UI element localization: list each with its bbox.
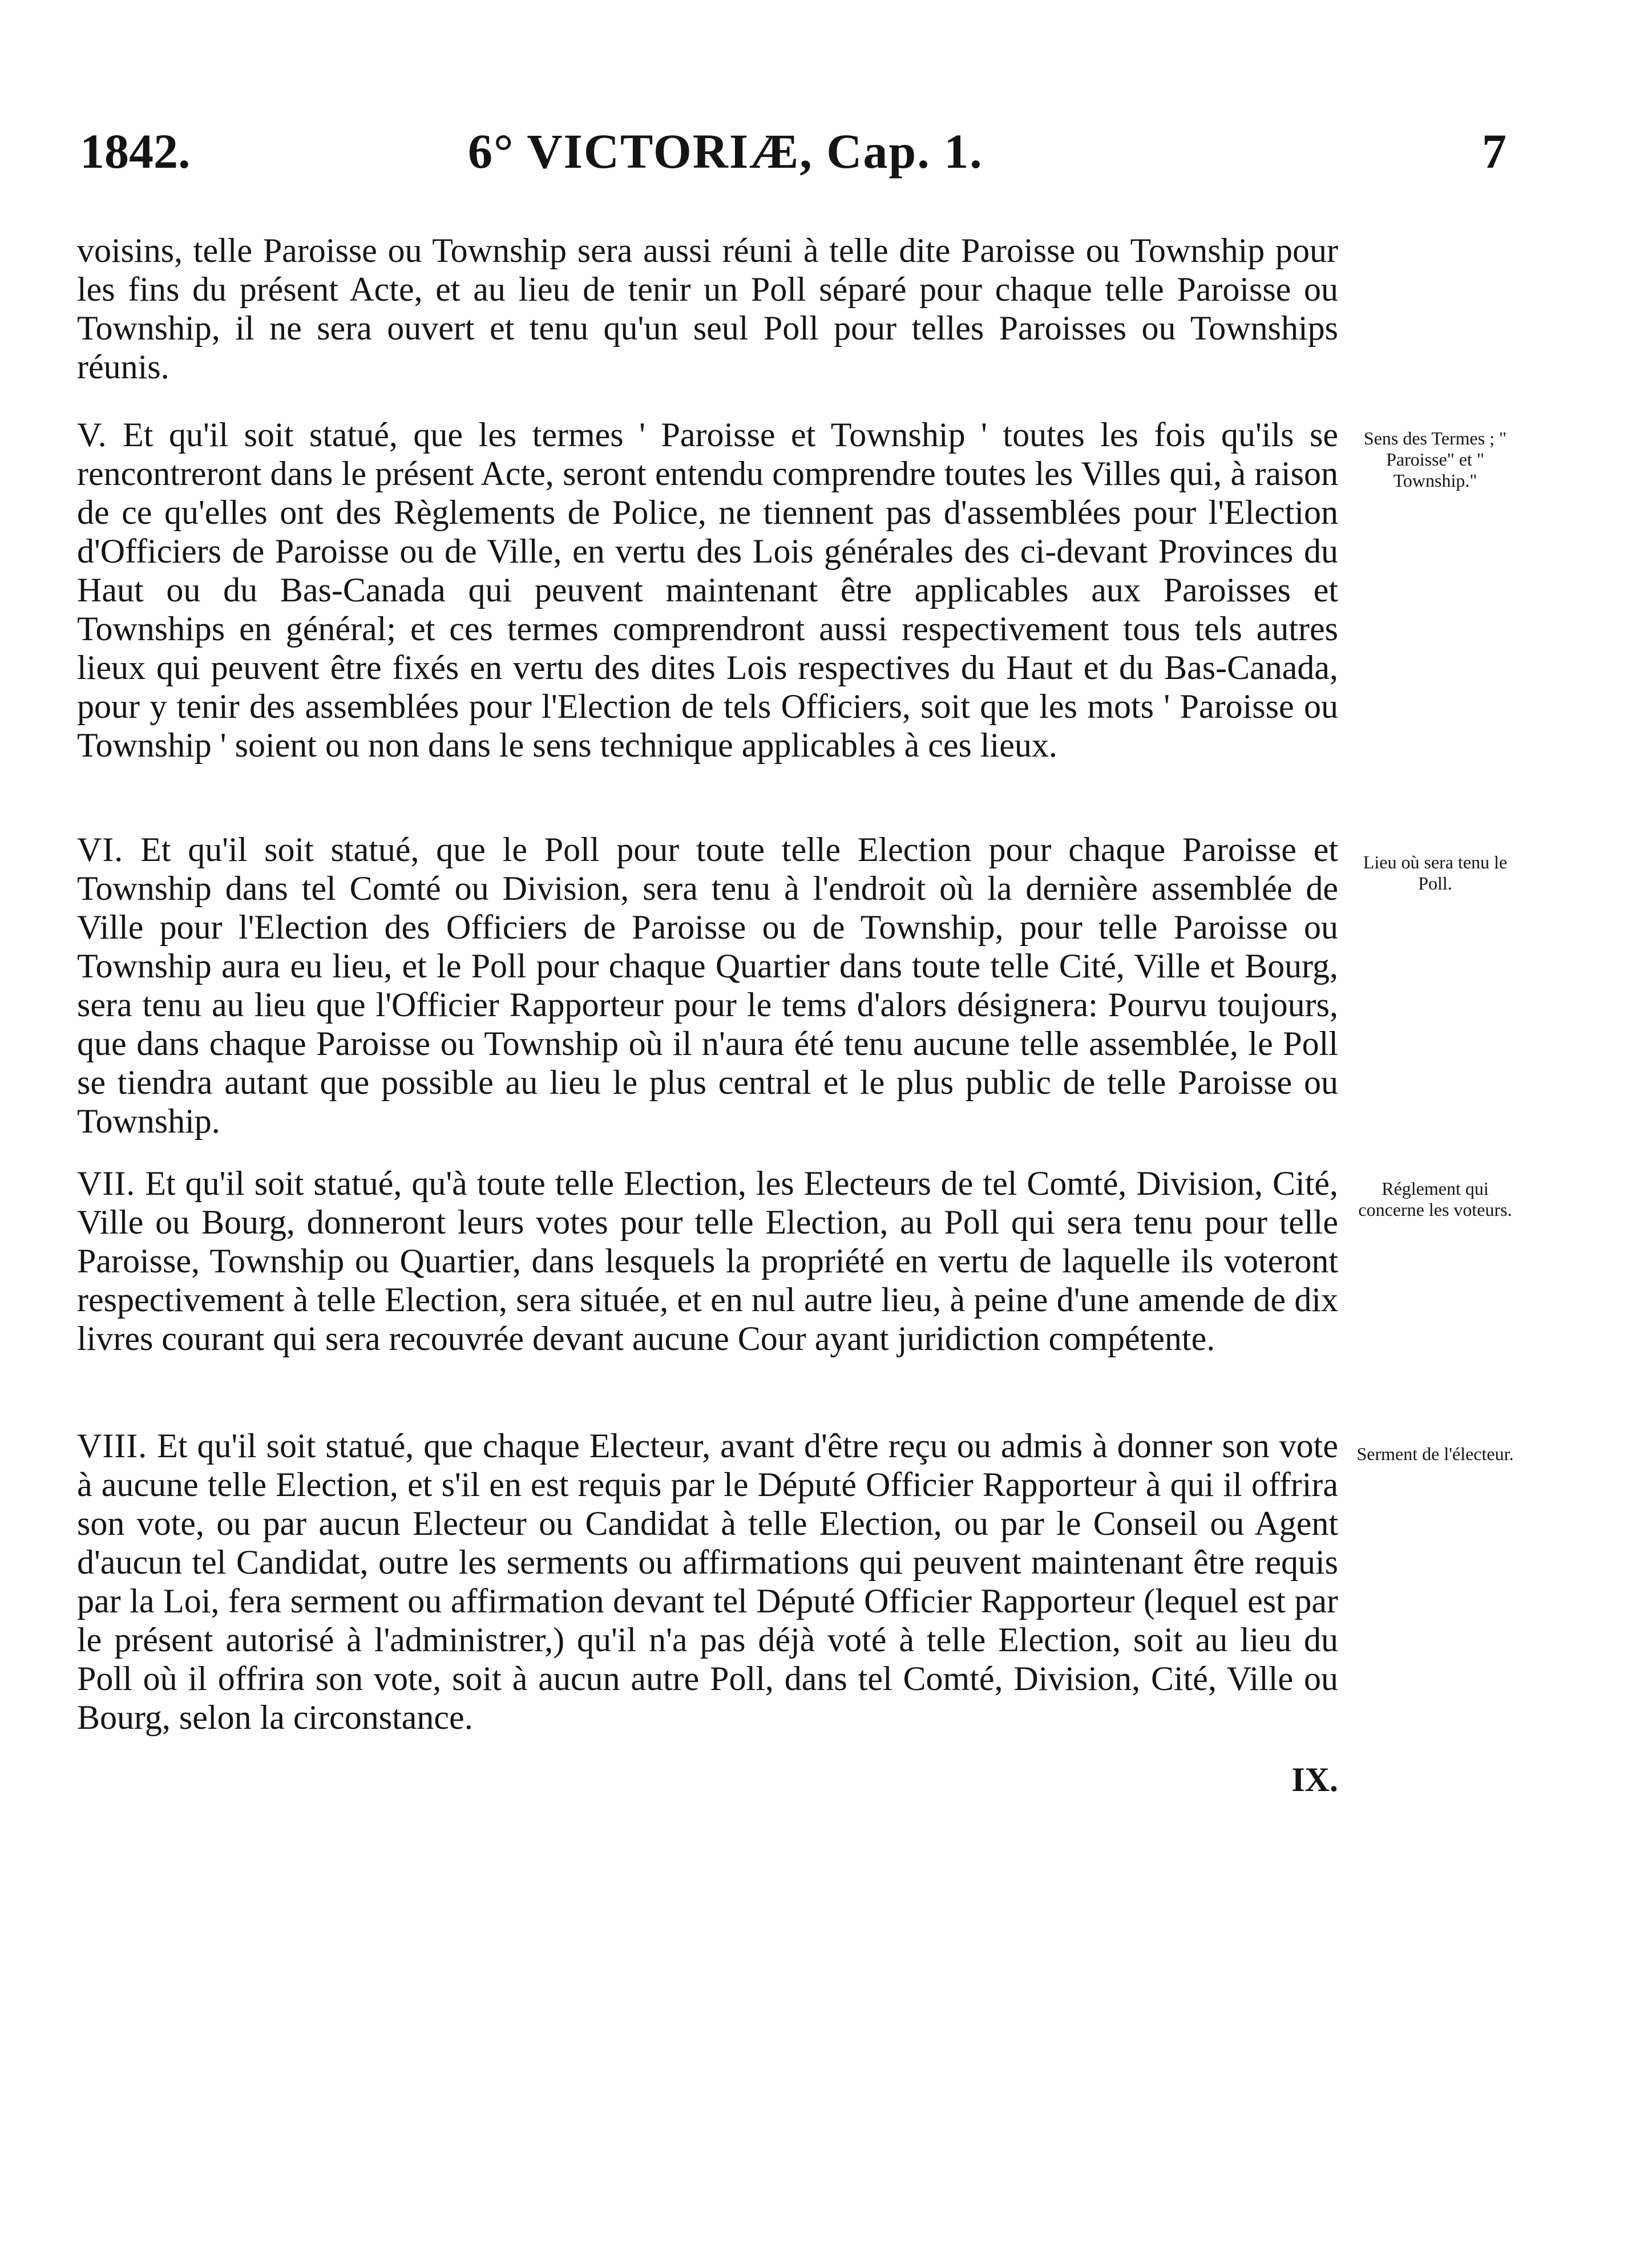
paragraph-text: Et qu'il soit statué, que les termes ' Paroisse et Township ' toutes les fois qu'ils se rencontreront dans le présent Acte, seront entendu comprendre toutes les Villes qui, à raison de ce qu'elles ont des Règlements de Police, ne tiennent pas d'assemblées pour l'Election d'Officiers de Paroisse ou de Ville, en vertu des Lois générales des ci-devant Provinces du Haut ou du Bas-Canada qui peuvent maintenant être applicables aux Paroisses et Townships en général; et ces termes comprendront aussi respectivement tous tels autres lieux qui peuvent être fixés en vertu des dites Lois respectives du Haut et du Bas-Canada, pour y tenir des assemblées pour l'Election de tels Officiers, soit que les mots ' Paroisse ou Township ' soient ou non dans le sens technique applicables à ces lieux. <box>77 416 1339 764</box>
section-number: V. <box>77 416 107 454</box>
margin-note-vi: Lieu où sera tenu le Poll. <box>1363 852 1508 893</box>
section-number: VII. <box>77 1165 136 1202</box>
header-title: 6° VICTORIÆ, Cap. 1. <box>468 124 983 179</box>
section-vi <box>77 830 1338 1141</box>
section-v <box>77 415 1338 765</box>
section-vii <box>77 1164 1338 1358</box>
paragraph-continuation <box>77 231 1338 386</box>
margin-note-viii: Serment de l'électeur. <box>1356 1444 1514 1464</box>
page-number: 7 <box>1482 124 1506 179</box>
catchword: IX. <box>1291 1761 1338 1798</box>
margin-note-vii: Réglement qui concerne les voteurs. <box>1358 1178 1512 1220</box>
margin-note-v: Sens des Termes ; " Paroisse" et " Township." <box>1363 428 1507 491</box>
paragraph-text: voisins, telle Paroisse ou Township sera aussi réuni à telle dite Paroisse ou Township pour les fins du présent Acte, et au lieu de tenir un Poll séparé pour chaque telle Paroisse ou Township, il ne sera ouvert et tenu qu'un seul Poll pour telles Paroisses ou Townships réunis. <box>77 232 1338 386</box>
running-header <box>80 120 1506 183</box>
paragraph-text: Et qu'il soit statué, qu'à toute telle Election, les Electeurs de tel Comté, Division, Cité, Ville ou Bourg, donneront leurs votes pour telle Election, au Poll qui sera tenu pour telle Paroisse, Township ou Quartier, dans lesquels la propriété en vertu de laquelle ils voteront respectivement à telle Election, sera située, et en nul autre lieu, à peine d'une amende de dix livres courant qui sera recouvrée devant aucune Cour ayant juridiction compétente. <box>77 1165 1339 1357</box>
paragraph-text: Et qu'il soit statué, que chaque Electeur, avant d'être reçu ou admis à donner son vote à aucune telle Election, et s'il en est requis par le Député Officier Rapporteur à qui il offrira son vote, ou par aucun Electeur ou Candidat à telle Election, ou par le Conseil ou Agent d'aucun tel Candidat, outre les serments ou affirmations qui peuvent maintenant être requis par la Loi, fera serment ou affirmation devant tel Député Officier Rapporteur (lequel est par le présent autorisé à l'administrer,) qu'il n'a pas déjà voté à telle Election, soit au lieu du Poll où il offrira son vote, soit à aucun autre Poll, dans tel Comté, Division, Cité, Ville ou Bourg, selon la circonstance. <box>77 1427 1338 1736</box>
paragraph-text: Et qu'il soit statué, que le Poll pour toute telle Election pour chaque Paroisse et Township dans tel Comté ou Division, sera tenu à l'endroit où la dernière assemblée de Ville pour l'Election des Officiers de Paroisse ou de Township, pour telle Paroisse ou Township aura eu lieu, et le Poll pour chaque Quartier dans toute telle Cité, Ville et Bourg, sera tenu au lieu que l'Officier Rapporteur pour le tems d'alors désignera: Pourvu toujours, que dans chaque Paroisse ou Township où il n'aura été tenu aucune telle assemblée, le Poll se tiendra autant que possible au lieu le plus central et le plus public de telle Paroisse ou Township. <box>77 831 1338 1140</box>
header-year: 1842. <box>80 124 191 179</box>
section-number: VIII. <box>77 1427 148 1465</box>
section-viii <box>77 1426 1338 1737</box>
section-number: VI. <box>77 831 124 868</box>
